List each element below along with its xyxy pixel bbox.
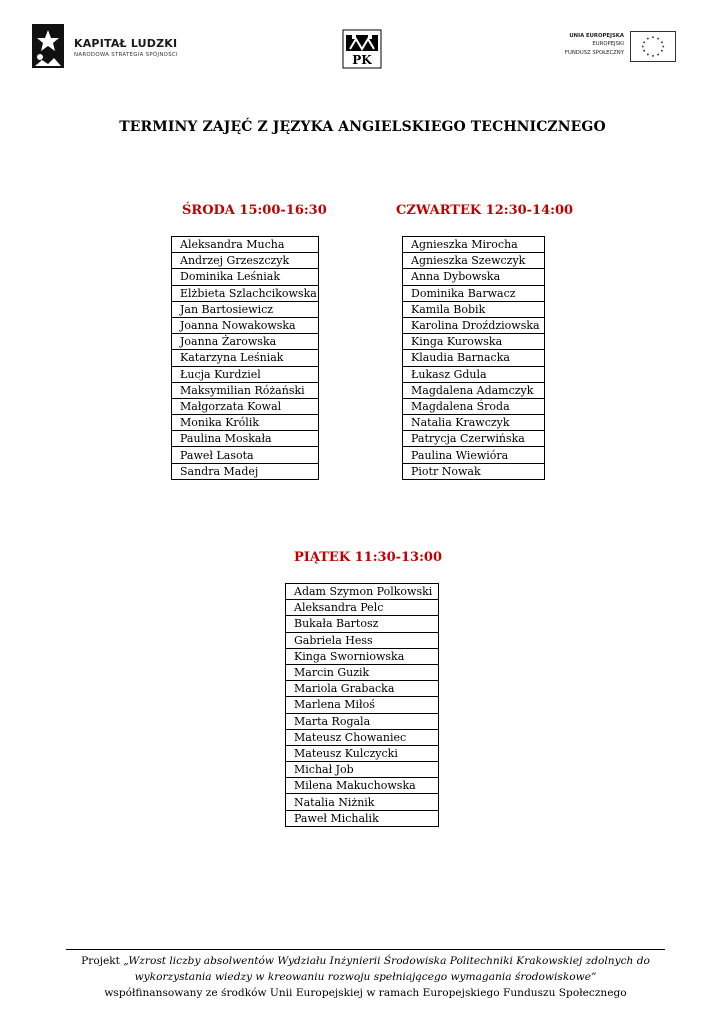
- kapital-ludzki-logo: [32, 24, 192, 70]
- table-row: [403, 301, 545, 317]
- table-row: [403, 269, 545, 285]
- table-row: [286, 745, 439, 761]
- thursday-names-table: [402, 236, 545, 480]
- student-name-cell: Andrzej Grzeszczyk: [172, 253, 319, 269]
- table-row: [172, 350, 319, 366]
- student-name-cell: Klaudia Barnacka: [403, 350, 545, 366]
- table-row: [172, 382, 319, 398]
- student-name-cell: Mateusz Chowaniec: [286, 729, 439, 745]
- table-row: [403, 350, 545, 366]
- table-row: [403, 415, 545, 431]
- table-row: [286, 664, 439, 680]
- student-name-cell: Agnieszka Mirocha: [403, 237, 545, 253]
- table-row: [403, 317, 545, 333]
- table-row: [286, 778, 439, 794]
- table-row: [286, 632, 439, 648]
- table-row: [172, 253, 319, 269]
- pk-emblem-icon: [342, 29, 382, 69]
- student-name-cell: Jan Bartosiewicz: [172, 301, 319, 317]
- eu-line-3: FUNDUSZ SPOŁECZNY: [564, 49, 624, 56]
- table-row: [172, 317, 319, 333]
- student-name-cell: Aleksandra Mucha: [172, 237, 319, 253]
- student-name-cell: Gabriela Hess: [286, 632, 439, 648]
- kapital-ludzki-title: KAPITAŁ LUDZKI: [74, 37, 178, 50]
- document-title: TERMINY ZAJĘĆ Z JĘZYKA ANGIELSKIEGO TECHNICZNEGO: [119, 119, 606, 135]
- student-name-cell: Elżbieta Szlachcikowska: [172, 285, 319, 301]
- student-name-cell: Agnieszka Szewczyk: [403, 253, 545, 269]
- kapital-ludzki-subtitle: NARODOWA STRATEGIA SPÓJNOŚCI: [74, 52, 178, 58]
- student-name-cell: Dominika Barwacz: [403, 285, 545, 301]
- student-name-cell: Paweł Michalik: [286, 810, 439, 826]
- student-name-cell: Paweł Lasota: [172, 447, 319, 463]
- table-row: [172, 463, 319, 479]
- student-name-cell: Marta Rogala: [286, 713, 439, 729]
- table-row: [286, 729, 439, 745]
- table-row: [403, 463, 545, 479]
- student-name-cell: Łukasz Gdula: [403, 366, 545, 382]
- student-name-cell: Magdalena Środa: [403, 398, 545, 414]
- heading-thursday: CZWARTEK 12:30-14:00: [396, 203, 574, 218]
- table-row: [172, 366, 319, 382]
- student-name-cell: Joanna Nowakowska: [172, 317, 319, 333]
- student-name-cell: Bukała Bartosz: [286, 616, 439, 632]
- table-row: [403, 398, 545, 414]
- table-row: [286, 697, 439, 713]
- table-row: [286, 600, 439, 616]
- eu-line-2: EUROPEJSKI: [592, 41, 624, 48]
- footer-prefix: Projekt: [81, 955, 124, 967]
- wednesday-names-table: [171, 236, 319, 480]
- footer-line-2: [60, 969, 671, 985]
- footer-divider: [66, 949, 665, 950]
- table-row: [172, 447, 319, 463]
- student-name-cell: Kinga Sworniowska: [286, 648, 439, 664]
- student-name-cell: Katarzyna Leśniak: [172, 350, 319, 366]
- table-row: [403, 366, 545, 382]
- table-row: [286, 681, 439, 697]
- table-row: [403, 334, 545, 350]
- footer-line-3: współfinansowany ze środków Unii Europejskiej w ramach Europejskiego Funduszu Społecznego: [104, 987, 627, 999]
- student-name-cell: Adam Szymon Polkowski: [286, 584, 439, 600]
- student-name-cell: Michał Job: [286, 762, 439, 778]
- student-name-cell: Mariola Grabacka: [286, 681, 439, 697]
- student-name-cell: Mateusz Kulczycki: [286, 745, 439, 761]
- eu-flag-icon: [630, 31, 676, 62]
- table-row: [403, 382, 545, 398]
- table-row: [286, 810, 439, 826]
- table-row: [172, 431, 319, 447]
- table-row: [172, 398, 319, 414]
- table-row: [286, 584, 439, 600]
- heading-wednesday: ŚRODA 15:00-16:30: [182, 203, 327, 218]
- table-row: [172, 334, 319, 350]
- footer-project-name-1: „Wzrost liczby absolwentów Wydziału Inżynierii Środowiska Politechniki Krakowskiej zdolnych do: [123, 955, 650, 967]
- student-name-cell: Sandra Madej: [172, 463, 319, 479]
- star-figure-icon: [32, 24, 64, 68]
- table-row: [172, 269, 319, 285]
- eu-logo: [556, 31, 676, 63]
- table-row: [403, 431, 545, 447]
- student-name-cell: Paulina Wiewióra: [403, 447, 545, 463]
- student-name-cell: Małgorzata Kowal: [172, 398, 319, 414]
- student-name-cell: Kinga Kurowska: [403, 334, 545, 350]
- heading-friday: PIĄTEK 11:30-13:00: [294, 550, 442, 565]
- footer-line-1: [60, 953, 671, 969]
- table-row: [286, 762, 439, 778]
- table-row: [286, 794, 439, 810]
- student-name-cell: Joanna Żarowska: [172, 334, 319, 350]
- student-name-cell: Anna Dybowska: [403, 269, 545, 285]
- student-name-cell: Milena Makuchowska: [286, 778, 439, 794]
- student-name-cell: Dominika Leśniak: [172, 269, 319, 285]
- eu-line-1: UNIA EUROPEJSKA: [569, 33, 624, 39]
- table-row: [286, 713, 439, 729]
- footer: [60, 953, 671, 1001]
- table-row: [403, 285, 545, 301]
- student-name-cell: Paulina Moskała: [172, 431, 319, 447]
- table-row: [172, 237, 319, 253]
- table-row: [286, 616, 439, 632]
- table-row: [403, 447, 545, 463]
- student-name-cell: Aleksandra Pelc: [286, 600, 439, 616]
- student-name-cell: Patrycja Czerwińska: [403, 431, 545, 447]
- table-row: [403, 253, 545, 269]
- table-row: [172, 415, 319, 431]
- student-name-cell: Piotr Nowak: [403, 463, 545, 479]
- pk-emblem-text: PK: [352, 53, 372, 67]
- friday-names-table: [285, 583, 439, 827]
- student-name-cell: Karolina Droździowska: [403, 317, 545, 333]
- student-name-cell: Natalia Krawczyk: [403, 415, 545, 431]
- student-name-cell: Łucja Kurdziel: [172, 366, 319, 382]
- student-name-cell: Magdalena Adamczyk: [403, 382, 545, 398]
- student-name-cell: Maksymilian Różański: [172, 382, 319, 398]
- table-row: [286, 648, 439, 664]
- student-name-cell: Kamila Bobik: [403, 301, 545, 317]
- student-name-cell: Marlena Miłoś: [286, 697, 439, 713]
- footer-project-name-2: wykorzystania wiedzy w kreowaniu rozwoju spełniającego wymagania środowiskowe”: [134, 971, 597, 983]
- table-row: [403, 237, 545, 253]
- student-name-cell: Natalia Niżnik: [286, 794, 439, 810]
- eu-logo-text: [565, 32, 624, 57]
- student-name-cell: Monika Królik: [172, 415, 319, 431]
- table-row: [172, 285, 319, 301]
- student-name-cell: Marcin Guzik: [286, 664, 439, 680]
- table-row: [172, 301, 319, 317]
